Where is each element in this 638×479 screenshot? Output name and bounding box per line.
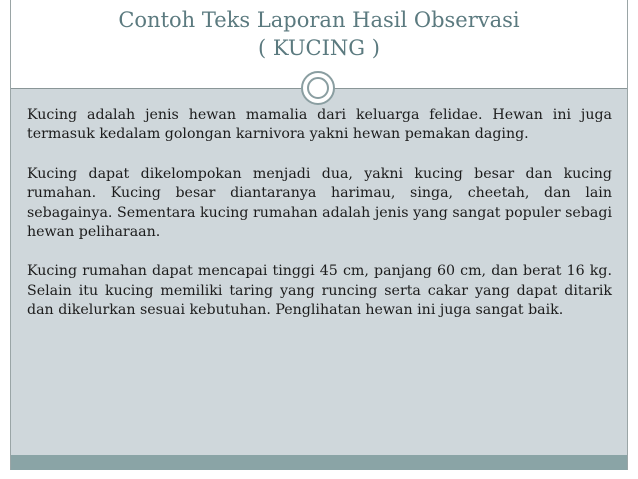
slide-title-line-2: ( KUCING )	[258, 36, 380, 60]
paragraph-2: Kucing dapat dikelompokan menjadi dua, yakni kucing besar dan kucing rumahan. Kucing besar diantaranya harimau, singa, cheetah, dan lain sebagainya. Sementara kucing rumahan adalah jenis yang sangat populer sebagi hewan peliharaan.	[27, 165, 612, 241]
double-circle-icon	[301, 71, 335, 105]
body-text	[27, 106, 612, 341]
paragraph-1: Kucing adalah jenis hewan mamalia dari keluarga felidae. Hewan ini juga termasuk kedalam golongan karnivora yakni hewan pemakan daging.	[27, 107, 612, 143]
slide-title	[11, 6, 627, 62]
slide-content	[11, 89, 627, 455]
paragraph-3: Kucing rumahan dapat mencapai tinggi 45 cm, panjang 60 cm, dan berat 16 kg. Selain itu kucing memiliki taring yang runcing serta cakar yang dapat ditarik dan dikelurkan sesuai kebutuhan. Penglihatan hewan ini juga sangat baik.	[27, 263, 612, 319]
footer-bar	[11, 455, 627, 470]
slide-title-line-1: Contoh Teks Laporan Hasil Observasi	[118, 8, 520, 32]
